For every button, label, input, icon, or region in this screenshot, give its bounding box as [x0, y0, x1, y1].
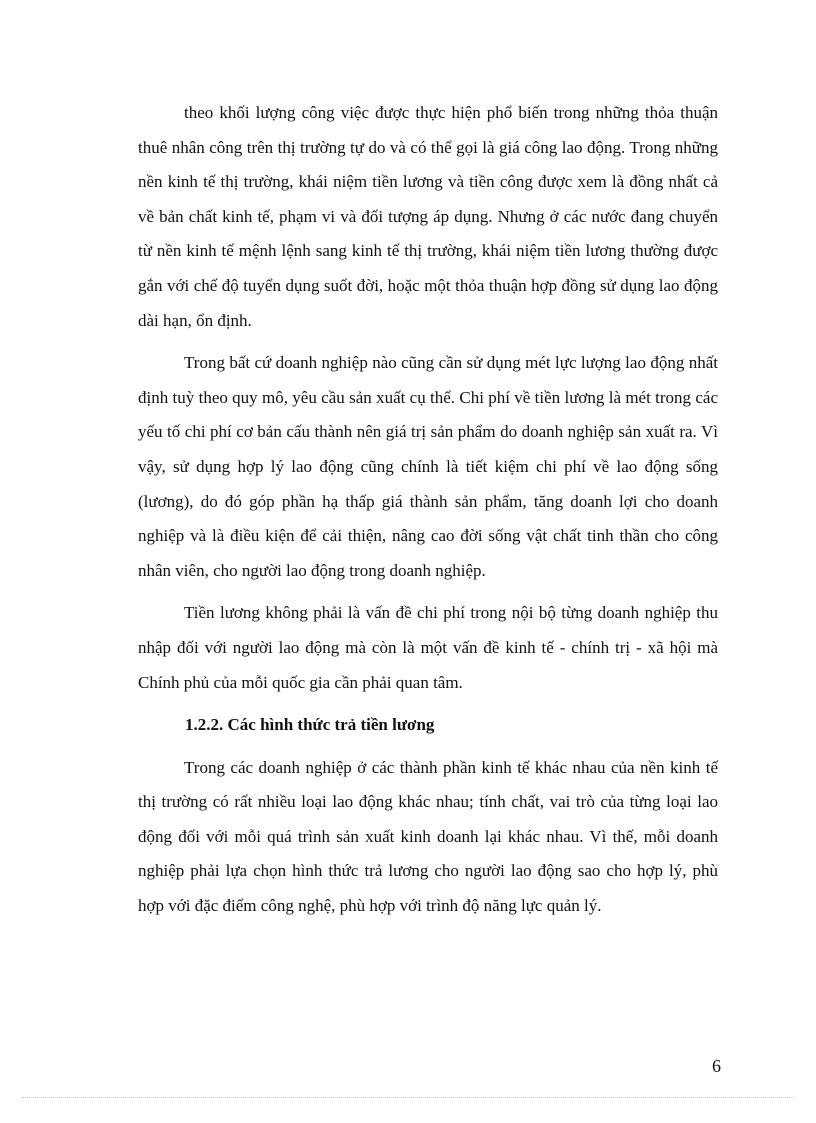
paragraph-labor-cost: Trong bất cứ doanh nghiệp nào cũng cần sử dụng mét lực lượng lao động nhất định tuỳ theo quy mô, yêu cầu sản xuất cụ thể. Chi phí về tiền lương là mét trong các yếu tố chi phí cơ bản cấu thành nên giá trị sản phẩm do doanh nghiệp sản xuất ra. Vì vậy, sử dụng hợp lý lao động cũng chính là tiết kiệm chi phí về lao động sống (lương), do đó góp phần hạ thấp giá thành sản phẩm, tăng doanh lợi cho doanh nghiệp và là điều kiện để cải thiện, nâng cao đời sống vật chất tinh thần cho công nhân viên, cho người lao động trong doanh nghiệp.: [138, 353, 718, 580]
section-heading: 1.2.2. Các hình thức trả tiền lương: [185, 715, 435, 735]
paragraph-payment-forms: Trong các doanh nghiệp ở các thành phần kinh tế khác nhau của nền kinh tế thị trường có rất nhiều loại lao động khác nhau; tính chất, vai trò của từng loại lao động đối với mỗi quá trình sản xuất kinh doanh lại khác nhau. Vì thế, mỗi doanh nghiệp phải lựa chọn hình thức trả lương cho người lao động sao cho hợp lý, phù hợp với đặc điểm công nghệ, phù hợp với trình độ năng lực quản lý.: [138, 757, 718, 916]
footer-divider: [22, 1097, 794, 1098]
paragraph-continuation: theo khối lượng công việc được thực hiện phổ biến trong những thỏa thuận thuê nhân công trên thị trường tự do và có thể gọi là giá công lao động. Trong những nền kinh tế thị trường, khái niệm tiền lương và tiền công được xem là đồng nhất cả về bản chất kinh tế, phạm vi và đối tượng áp dụng. Nhưng ở các nước đang chuyển từ nền kinh tế mệnh lệnh sang kinh tế thị trường, khái niệm tiền lương thường được gắn với chế độ tuyển dụng suốt đời, hoặc một thỏa thuận hợp đồng sử dụng lao động dài hạn, ổn định.: [138, 103, 718, 330]
page-number: 6: [712, 1056, 721, 1076]
page-body: [138, 96, 718, 932]
paragraph-wage-policy: Tiền lương không phải là vấn đề chi phí trong nội bộ từng doanh nghiệp thu nhập đối với người lao động mà còn là một vấn đề kinh tế - chính trị - xã hội mà Chính phủ của mỗi quốc gia cần phải quan tâm.: [138, 603, 718, 692]
